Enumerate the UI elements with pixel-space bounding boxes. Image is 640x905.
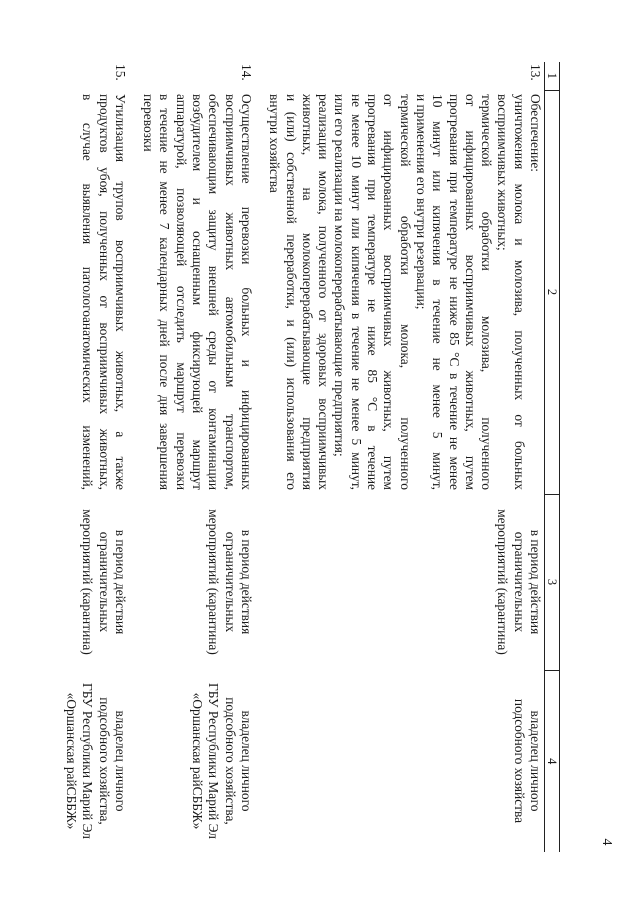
measure-line: прогревания при температуре не ниже 85 °С в течение не менее	[446, 94, 462, 490]
table-row	[63, 62, 132, 852]
measure-line: продуктов убоя, полученных от восприимчивых животных,	[96, 94, 112, 490]
term-cell	[258, 494, 545, 670]
measure-line: прогревания при температуре не ниже 85 °С в течение	[365, 94, 381, 490]
measure-cell	[132, 90, 258, 494]
measure-line: от инфицированных восприимчивых животных, путем	[462, 94, 478, 490]
measure-cell	[63, 90, 132, 494]
responsible-cell	[63, 670, 132, 852]
measure-line: или его реализации на молокоперерабатывающие предприятия;	[332, 94, 348, 457]
responsible-line: подсобного хозяйства	[511, 698, 527, 824]
measure-line: Обеспечение:	[528, 94, 543, 172]
column-header-2: 2	[545, 90, 560, 494]
term-line: ограничительных	[511, 531, 527, 633]
measure-line: аппаратурой, позволяющей отследить маршрут перевозки	[173, 94, 189, 490]
column-header-1: 1	[545, 62, 560, 90]
responsible-line: подсобного хозяйства,	[222, 697, 238, 825]
measure-line: перевозки	[141, 94, 157, 152]
responsible-line: «Оршанская райСББЖ»	[63, 692, 79, 830]
rotated-table-container	[32, 62, 560, 852]
measure-line: Осуществление перевозки больных и инфицированных	[238, 94, 254, 490]
term-line: ограничительных	[96, 531, 112, 633]
measure-line: в случае выявления патологоанатомических изменений,	[80, 94, 96, 490]
term-line: ограничительных	[222, 531, 238, 633]
term-line: в период действия	[528, 529, 543, 635]
responsible-line: «Оршанская райСББЖ»	[190, 692, 206, 830]
term-line: мероприятий (карантина)	[80, 509, 96, 655]
measure-line: и (или) собственной переработки, и (или) использования его	[283, 94, 299, 490]
responsible-line: владелец личного	[528, 710, 543, 812]
term-line: в период действия	[112, 529, 128, 635]
page-number: 4	[599, 838, 614, 846]
measure-line: в течение не менее 7 календарных дней после дня завершения	[157, 94, 173, 490]
responsible-line: владелец личного	[238, 710, 254, 812]
responsible-line: подсобного хозяйства,	[96, 697, 112, 825]
measure-line: уничтожения молока и молозива, полученных от больных	[511, 94, 527, 490]
term-line: мероприятий (карантина)	[206, 509, 222, 655]
measure-line: от инфицированных восприимчивых животных, путем	[381, 94, 397, 490]
measure-line: реализации молока, полученного от здоровых восприимчивых	[316, 94, 332, 490]
responsible-line: ГБУ Республики Марий Эл	[80, 683, 96, 839]
measure-line: животных, на молокоперерабатывающие предприятия	[299, 94, 315, 490]
measure-line: термической обработки молока, полученного	[397, 94, 413, 490]
measures-table	[63, 62, 560, 852]
column-header-4: 4	[545, 670, 560, 852]
responsible-line: ГБУ Республики Марий Эл	[206, 683, 222, 839]
measure-line: восприимчивых животных автомобильным транспортом,	[222, 94, 238, 490]
measure-line: 10 минут или кипячения в течение не менее 5 минут,	[430, 94, 446, 490]
table-header-row	[545, 62, 560, 852]
column-header-3: 3	[545, 494, 560, 670]
table-row	[132, 62, 258, 852]
measure-line: обеспечивающим защиту внешней среды от контаминации	[206, 94, 222, 490]
measure-line: и применения его внутри резервации;	[413, 94, 429, 310]
responsible-line: владелец личного	[112, 710, 128, 812]
term-line: в период действия	[238, 529, 254, 635]
row-number: 15.	[112, 64, 128, 81]
measure-line: Утилизация трупов восприимчивых животных, а также	[112, 94, 128, 490]
row-number: 13.	[528, 64, 543, 81]
table-row	[258, 62, 545, 852]
measure-line: не менее 10 минут или кипячения в течение не менее 5 минут,	[348, 94, 364, 490]
responsible-cell	[132, 670, 258, 852]
measure-line: возбудителем и оснащенным фиксирующей маршрут	[190, 94, 206, 490]
term-cell	[132, 494, 258, 670]
measure-line: термической обработки молозива, полученного	[479, 94, 495, 490]
measure-line: восприимчивых животных;	[495, 94, 511, 251]
measure-line: внутри хозяйства	[267, 94, 283, 193]
term-line: мероприятий (карантина)	[495, 509, 511, 655]
measure-cell	[258, 90, 545, 494]
term-cell	[63, 494, 132, 670]
row-number: 14.	[238, 64, 254, 81]
responsible-cell	[258, 670, 545, 852]
